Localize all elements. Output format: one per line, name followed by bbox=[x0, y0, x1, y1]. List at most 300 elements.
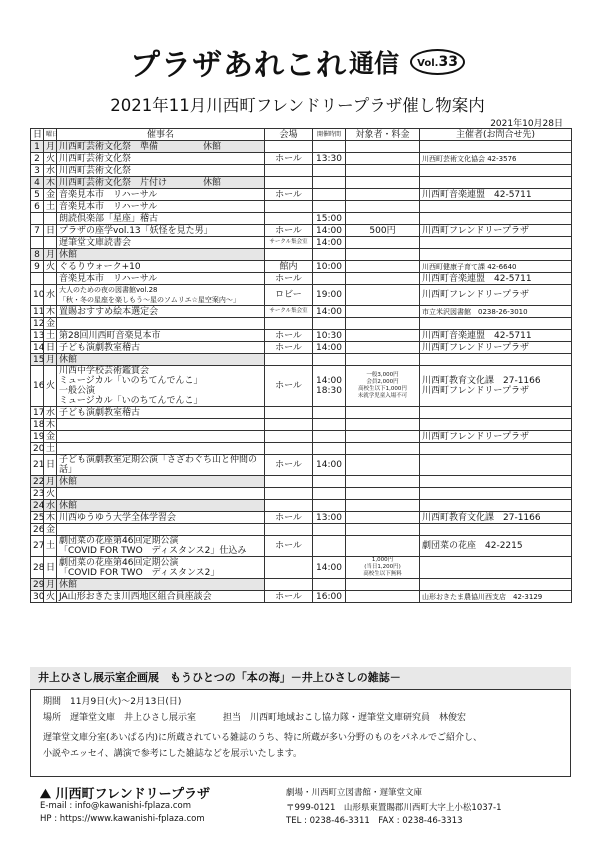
table-row bbox=[31, 591, 572, 603]
organizer-line: 川西町教育文化課 27-1166 bbox=[422, 512, 541, 523]
time-cell bbox=[313, 419, 346, 431]
day-cell: 21 bbox=[31, 455, 44, 476]
venue-cell bbox=[265, 431, 313, 443]
time-cell bbox=[313, 455, 346, 476]
time-cell bbox=[313, 201, 346, 213]
event-line: 第28回川西町音楽見本市 bbox=[59, 330, 161, 341]
organizer-cell bbox=[420, 285, 572, 306]
day-cell: 6 bbox=[31, 201, 44, 213]
footer-org-name: 川西町フレンドリープラザ bbox=[55, 787, 210, 802]
header-weekday: 曜日 bbox=[44, 129, 57, 141]
fee-cell bbox=[346, 419, 420, 431]
weekday-cell: 金 bbox=[44, 189, 57, 201]
time-cell bbox=[313, 249, 346, 261]
day-cell: 26 bbox=[31, 524, 44, 536]
time-line: 14:00 bbox=[316, 460, 342, 470]
event-line: 大人のための夜の図書館vol.28 bbox=[59, 286, 158, 294]
fee-cell bbox=[346, 512, 420, 524]
weekday-cell: 日 bbox=[44, 342, 57, 354]
fee-line: (当日1,200円) bbox=[364, 564, 401, 570]
event-cell bbox=[57, 342, 265, 354]
table-row bbox=[31, 455, 572, 476]
event-line: 音楽見本市 リハーサル bbox=[59, 201, 158, 212]
exhibit-staff: 担当 川西町地域おこし協力隊・遅筆堂文庫研究員 林俊宏 bbox=[223, 713, 467, 723]
event-cell bbox=[57, 177, 265, 189]
day-cell: 15 bbox=[31, 354, 44, 366]
day-cell: 23 bbox=[31, 488, 44, 500]
organizer-cell bbox=[420, 500, 572, 512]
table-row bbox=[31, 407, 572, 419]
weekday-cell: 月 bbox=[44, 141, 57, 153]
weekday-cell: 木 bbox=[44, 419, 57, 431]
organizer-cell bbox=[420, 366, 572, 407]
day-cell: 24 bbox=[31, 500, 44, 512]
organizer-cell bbox=[420, 342, 572, 354]
weekday-cell: 月 bbox=[44, 249, 57, 261]
event-line: 休館 bbox=[59, 354, 78, 365]
weekday-cell: 日 bbox=[44, 225, 57, 237]
time-cell bbox=[313, 153, 346, 165]
venue-cell bbox=[265, 579, 313, 591]
table-row bbox=[31, 249, 572, 261]
time-cell bbox=[313, 354, 346, 366]
venue-cell bbox=[265, 354, 313, 366]
vol-badge bbox=[410, 49, 465, 75]
event-line: 川西町芸術文化祭 準備 休館 bbox=[59, 141, 222, 152]
organizer-cell bbox=[420, 407, 572, 419]
time-cell bbox=[313, 165, 346, 177]
table-row bbox=[31, 443, 572, 455]
time-cell bbox=[313, 189, 346, 201]
venue-cell: サークル集会室 bbox=[265, 306, 313, 318]
organizer-line: 川西町フレンドリープラザ bbox=[422, 290, 529, 300]
event-cell bbox=[57, 579, 265, 591]
event-cell bbox=[57, 536, 265, 557]
time-cell bbox=[313, 443, 346, 455]
day-cell: 30 bbox=[31, 591, 44, 603]
venue-cell: サークル集会室 bbox=[265, 237, 313, 249]
venue-cell: ホール bbox=[265, 591, 313, 603]
fee-cell bbox=[346, 273, 420, 285]
time-cell bbox=[313, 366, 346, 407]
event-line: ミュージカル「いのちてんでんこ」 bbox=[59, 376, 203, 386]
fee-cell bbox=[346, 213, 420, 225]
day-cell: 10 bbox=[31, 285, 44, 306]
table-row bbox=[31, 189, 572, 201]
event-line: 一般公演 bbox=[59, 386, 96, 396]
organizer-cell bbox=[420, 354, 572, 366]
day-cell: 5 bbox=[31, 189, 44, 201]
table-row bbox=[31, 512, 572, 524]
venue-cell bbox=[265, 201, 313, 213]
table-row bbox=[31, 165, 572, 177]
time-line: 14:00 bbox=[316, 306, 342, 317]
day-cell: 7 bbox=[31, 225, 44, 237]
event-cell bbox=[57, 141, 265, 153]
table-row bbox=[31, 579, 572, 591]
weekday-cell: 火 bbox=[44, 366, 57, 407]
table-header-row bbox=[31, 129, 572, 141]
day-cell: 3 bbox=[31, 165, 44, 177]
fee-cell bbox=[346, 488, 420, 500]
organizer-cell bbox=[420, 141, 572, 153]
table-row bbox=[31, 153, 572, 165]
header-day: 日 bbox=[31, 129, 44, 141]
event-line: 朗読倶楽部「星座」稽古 bbox=[59, 213, 159, 224]
event-line: 川西町芸術文化祭 bbox=[59, 165, 132, 176]
venue-cell: ホール bbox=[265, 536, 313, 557]
time-cell bbox=[313, 225, 346, 237]
organizer-line: 川西町芸術文化協会 42-3576 bbox=[422, 154, 517, 163]
table-row bbox=[31, 237, 572, 249]
weekday-cell: 日 bbox=[44, 557, 57, 579]
table-row bbox=[31, 366, 572, 407]
weekday-cell: 月 bbox=[44, 476, 57, 488]
organizer-cell bbox=[420, 177, 572, 189]
event-line: JA山形おきたま川西地区組合員座談会 bbox=[59, 591, 212, 602]
table-row bbox=[31, 500, 572, 512]
fee-line: 未就学児童入場不可 bbox=[357, 393, 408, 399]
venue-cell bbox=[265, 419, 313, 431]
organizer-cell bbox=[420, 306, 572, 318]
weekday-cell: 金 bbox=[44, 524, 57, 536]
organizer-line: 川西町音楽連盟 42-5711 bbox=[422, 330, 532, 341]
time-line: 13:00 bbox=[316, 512, 342, 523]
footer-tel: TEL : 0238-46-3311 FAX : 0238-46-3313 bbox=[286, 816, 463, 826]
venue-cell bbox=[265, 500, 313, 512]
day-cell bbox=[31, 273, 44, 285]
event-cell bbox=[57, 488, 265, 500]
table-row bbox=[31, 524, 572, 536]
event-line: 劇団菜の花座第46回定期公演 bbox=[59, 536, 179, 546]
time-cell bbox=[313, 306, 346, 318]
time-line: 13:30 bbox=[316, 153, 342, 164]
day-cell: 14 bbox=[31, 342, 44, 354]
event-cell bbox=[57, 557, 265, 579]
event-line: 音楽見本市 リハーサル bbox=[59, 189, 158, 200]
fee-cell bbox=[346, 237, 420, 249]
day-cell: 12 bbox=[31, 318, 44, 330]
fee-cell bbox=[346, 557, 420, 579]
table-row bbox=[31, 225, 572, 237]
organizer-cell bbox=[420, 536, 572, 557]
organizer-cell bbox=[420, 237, 572, 249]
table-row bbox=[31, 177, 572, 189]
time-cell bbox=[313, 488, 346, 500]
event-cell bbox=[57, 512, 265, 524]
fee-cell bbox=[346, 455, 420, 476]
table-row bbox=[31, 557, 572, 579]
fee-cell bbox=[346, 342, 420, 354]
event-cell bbox=[57, 261, 265, 273]
event-line: プラザの座学vol.13「妖怪を見た男」 bbox=[59, 225, 213, 236]
organizer-cell bbox=[420, 419, 572, 431]
weekday-cell: 月 bbox=[44, 354, 57, 366]
day-cell bbox=[31, 237, 44, 249]
event-cell bbox=[57, 201, 265, 213]
weekday-cell: 水 bbox=[44, 165, 57, 177]
organizer-cell bbox=[420, 524, 572, 536]
header-venue: 会場 bbox=[265, 129, 313, 141]
time-cell bbox=[313, 591, 346, 603]
time-cell bbox=[313, 261, 346, 273]
organizer-line: 川西町フレンドリープラザ bbox=[422, 342, 529, 353]
footer-email[interactable]: E-mail : info@kawanishi-fplaza.com bbox=[40, 801, 191, 811]
organizer-cell bbox=[420, 318, 572, 330]
venue-cell: ホール bbox=[265, 330, 313, 342]
weekday-cell: 土 bbox=[44, 201, 57, 213]
fee-line: 1,000円 bbox=[371, 557, 394, 563]
day-cell: 17 bbox=[31, 407, 44, 419]
event-cell bbox=[57, 524, 265, 536]
time-cell bbox=[313, 557, 346, 579]
vol-label: Vol. bbox=[417, 58, 439, 69]
time-cell bbox=[313, 318, 346, 330]
venue-cell bbox=[265, 213, 313, 225]
day-cell: 20 bbox=[31, 443, 44, 455]
fee-cell bbox=[346, 153, 420, 165]
fee-cell bbox=[346, 249, 420, 261]
organizer-cell bbox=[420, 455, 572, 476]
exhibit-desc-1: 遅筆堂文庫分室(あいぱる内)に所蔵されている雑誌のうち、特に所蔵が多い分野のものをパネルでご紹介し、 bbox=[43, 733, 483, 743]
organizer-cell bbox=[420, 557, 572, 579]
time-cell bbox=[313, 285, 346, 306]
time-line: 18:30 bbox=[316, 386, 342, 396]
day-cell: 27 bbox=[31, 536, 44, 557]
event-cell bbox=[57, 165, 265, 177]
event-cell bbox=[57, 407, 265, 419]
organizer-cell bbox=[420, 153, 572, 165]
table-row bbox=[31, 431, 572, 443]
day-cell bbox=[31, 213, 44, 225]
table-row bbox=[31, 354, 572, 366]
event-cell bbox=[57, 443, 265, 455]
weekday-cell: 火 bbox=[44, 153, 57, 165]
brand-sub: 通信 bbox=[349, 49, 400, 78]
footer-homepage[interactable]: HP : https://www.kawanishi-fplaza.com bbox=[40, 814, 205, 824]
day-cell: 25 bbox=[31, 512, 44, 524]
event-cell bbox=[57, 591, 265, 603]
event-cell bbox=[57, 500, 265, 512]
organizer-line: 川西町フレンドリープラザ bbox=[422, 386, 529, 396]
table-row bbox=[31, 318, 572, 330]
event-line: 川西町芸術文化祭 bbox=[59, 153, 132, 164]
event-line: 子ども演劇教室稽古 bbox=[59, 342, 141, 353]
organizer-line: 劇団菜の花座 42-2215 bbox=[422, 541, 523, 551]
exhibit-heading: 井上ひさし展示室企画展 もうひとつの「本の海」－井上ひさしの雑誌－ bbox=[30, 667, 571, 689]
brand-main: プラザあれこれ bbox=[130, 48, 348, 83]
time-cell bbox=[313, 500, 346, 512]
fee-cell bbox=[346, 591, 420, 603]
fee-cell bbox=[346, 500, 420, 512]
venue-cell bbox=[265, 177, 313, 189]
organizer-line: 川西町健康子育て課 42-6640 bbox=[422, 262, 517, 271]
organizer-cell bbox=[420, 213, 572, 225]
event-line: 「COVID FOR TWO ディスタンス2」 bbox=[59, 567, 220, 578]
organizer-line: 川西町音楽連盟 42-5711 bbox=[422, 189, 532, 200]
organizer-cell bbox=[420, 591, 572, 603]
time-cell bbox=[313, 273, 346, 285]
venue-cell bbox=[265, 443, 313, 455]
venue-cell: ホール bbox=[265, 366, 313, 407]
vol-number: 33 bbox=[438, 54, 458, 70]
day-cell: 8 bbox=[31, 249, 44, 261]
logo-icon: ⛰ bbox=[40, 787, 56, 802]
time-line: 14:00 bbox=[316, 562, 342, 573]
table-row bbox=[31, 273, 572, 285]
fee-cell bbox=[346, 524, 420, 536]
fee-cell bbox=[346, 536, 420, 557]
event-line: 川西ゆうゆう大学全体学習会 bbox=[59, 512, 177, 523]
fee-cell bbox=[346, 476, 420, 488]
time-cell bbox=[313, 213, 346, 225]
time-cell bbox=[313, 524, 346, 536]
event-cell bbox=[57, 189, 265, 201]
time-line: 14:00 bbox=[316, 237, 342, 248]
venue-cell: ホール bbox=[265, 512, 313, 524]
time-cell bbox=[313, 330, 346, 342]
weekday-cell: 木 bbox=[44, 306, 57, 318]
time-line: 15:00 bbox=[316, 213, 342, 224]
time-cell bbox=[313, 141, 346, 153]
event-cell bbox=[57, 318, 265, 330]
fee-cell bbox=[346, 141, 420, 153]
venue-cell: ホール bbox=[265, 342, 313, 354]
fee-cell bbox=[346, 318, 420, 330]
newsletter-brand bbox=[0, 40, 595, 84]
venue-cell bbox=[265, 488, 313, 500]
schedule-body bbox=[31, 141, 572, 603]
venue-cell bbox=[265, 318, 313, 330]
footer-address: 〒999-0121 山形県東置賜郡川西町大字上小松1037-1 bbox=[286, 803, 502, 813]
fee-line: 高校生以下1,000円 bbox=[358, 386, 407, 392]
exhibit-place: 場所 遅筆堂文庫 井上ひさし展示室 bbox=[43, 713, 197, 723]
fee-line: 会員2,000円 bbox=[366, 379, 399, 385]
time-line: 14:00 bbox=[316, 225, 342, 236]
footer-facility: 劇場・川西町立図書館・遅筆堂文庫 bbox=[286, 788, 423, 798]
event-cell bbox=[57, 330, 265, 342]
event-line: 「秋・冬の星座を楽しもう～星のソムリエ☆星空案内～」 bbox=[59, 296, 240, 304]
event-cell bbox=[57, 455, 265, 476]
exhibit-box bbox=[30, 689, 571, 777]
event-cell bbox=[57, 419, 265, 431]
event-cell bbox=[57, 306, 265, 318]
time-line: 14:00 bbox=[316, 342, 342, 353]
event-cell bbox=[57, 153, 265, 165]
exhibit-period: 期間 11月9日(火)～2月13日(日) bbox=[43, 697, 182, 707]
table-row bbox=[31, 213, 572, 225]
weekday-cell: 月 bbox=[44, 579, 57, 591]
day-cell: 28 bbox=[31, 557, 44, 579]
event-line: 休館 bbox=[59, 476, 78, 487]
time-line: 16:00 bbox=[316, 591, 342, 602]
event-cell bbox=[57, 273, 265, 285]
event-line: 劇団菜の花座第46回定期公演 bbox=[59, 557, 179, 568]
organizer-cell bbox=[420, 330, 572, 342]
fee-cell bbox=[346, 366, 420, 407]
exhibit-place-row bbox=[43, 710, 558, 726]
time-cell bbox=[313, 512, 346, 524]
header-fee: 対象者・料金 bbox=[346, 129, 420, 141]
organizer-cell bbox=[420, 273, 572, 285]
table-row bbox=[31, 201, 572, 213]
event-line: 川西町芸術文化祭 片付け 休館 bbox=[59, 177, 222, 188]
fee-line: 高校生以下無料 bbox=[363, 571, 402, 577]
day-cell: 9 bbox=[31, 261, 44, 273]
event-cell bbox=[57, 249, 265, 261]
weekday-cell: 火 bbox=[44, 488, 57, 500]
weekday-cell: 木 bbox=[44, 512, 57, 524]
event-cell bbox=[57, 237, 265, 249]
organizer-line: 市立米沢図書館 0238-26-3010 bbox=[422, 307, 528, 316]
event-cell bbox=[57, 225, 265, 237]
table-row bbox=[31, 419, 572, 431]
table-row bbox=[31, 261, 572, 273]
organizer-cell bbox=[420, 579, 572, 591]
time-cell bbox=[313, 237, 346, 249]
organizer-cell bbox=[420, 476, 572, 488]
weekday-cell: 土 bbox=[44, 536, 57, 557]
table-row bbox=[31, 488, 572, 500]
event-line: 「COVID FOR TWO ディスタンス2」仕込み bbox=[59, 546, 247, 556]
fee-cell bbox=[346, 407, 420, 419]
event-cell bbox=[57, 285, 265, 306]
fee-cell bbox=[346, 189, 420, 201]
fee-cell bbox=[346, 225, 420, 237]
table-row bbox=[31, 306, 572, 318]
time-cell bbox=[313, 342, 346, 354]
event-line: 音楽見本市 リハーサル bbox=[59, 273, 158, 284]
fee-cell bbox=[346, 354, 420, 366]
weekday-cell: 金 bbox=[44, 318, 57, 330]
venue-cell bbox=[265, 407, 313, 419]
fee-cell bbox=[346, 261, 420, 273]
fee-cell bbox=[346, 177, 420, 189]
table-row bbox=[31, 476, 572, 488]
venue-cell: ホール bbox=[265, 273, 313, 285]
weekday-cell: 日 bbox=[44, 455, 57, 476]
day-cell: 13 bbox=[31, 330, 44, 342]
header-event: 催事名 bbox=[57, 129, 265, 141]
event-line: 休館 bbox=[59, 579, 78, 590]
organizer-line: 川西町教育文化課 27-1166 bbox=[422, 376, 541, 386]
weekday-cell: 金 bbox=[44, 431, 57, 443]
fee-cell bbox=[346, 165, 420, 177]
day-cell: 1 bbox=[31, 141, 44, 153]
event-line: 川西中学校芸術鑑賞会 bbox=[59, 366, 150, 376]
venue-cell: ホール bbox=[265, 189, 313, 201]
venue-cell bbox=[265, 249, 313, 261]
weekday-cell: 水 bbox=[44, 407, 57, 419]
time-cell bbox=[313, 579, 346, 591]
event-cell bbox=[57, 213, 265, 225]
time-line: 10:30 bbox=[316, 330, 342, 341]
weekday-cell: 水 bbox=[44, 500, 57, 512]
fee-cell bbox=[346, 201, 420, 213]
venue-cell: ホール bbox=[265, 455, 313, 476]
time-line: 10:00 bbox=[316, 261, 342, 272]
organizer-cell bbox=[420, 201, 572, 213]
organizer-line: 山形おきたま農協川西支店 42-3129 bbox=[422, 592, 543, 601]
organizer-line: 川西町音楽連盟 42-5711 bbox=[422, 273, 532, 284]
fee-line: 一般3,000円 bbox=[366, 372, 399, 378]
time-cell bbox=[313, 476, 346, 488]
venue-cell bbox=[265, 476, 313, 488]
fee-line: 500円 bbox=[369, 225, 396, 236]
venue-cell: ホール bbox=[265, 225, 313, 237]
day-cell: 2 bbox=[31, 153, 44, 165]
table-row bbox=[31, 342, 572, 354]
